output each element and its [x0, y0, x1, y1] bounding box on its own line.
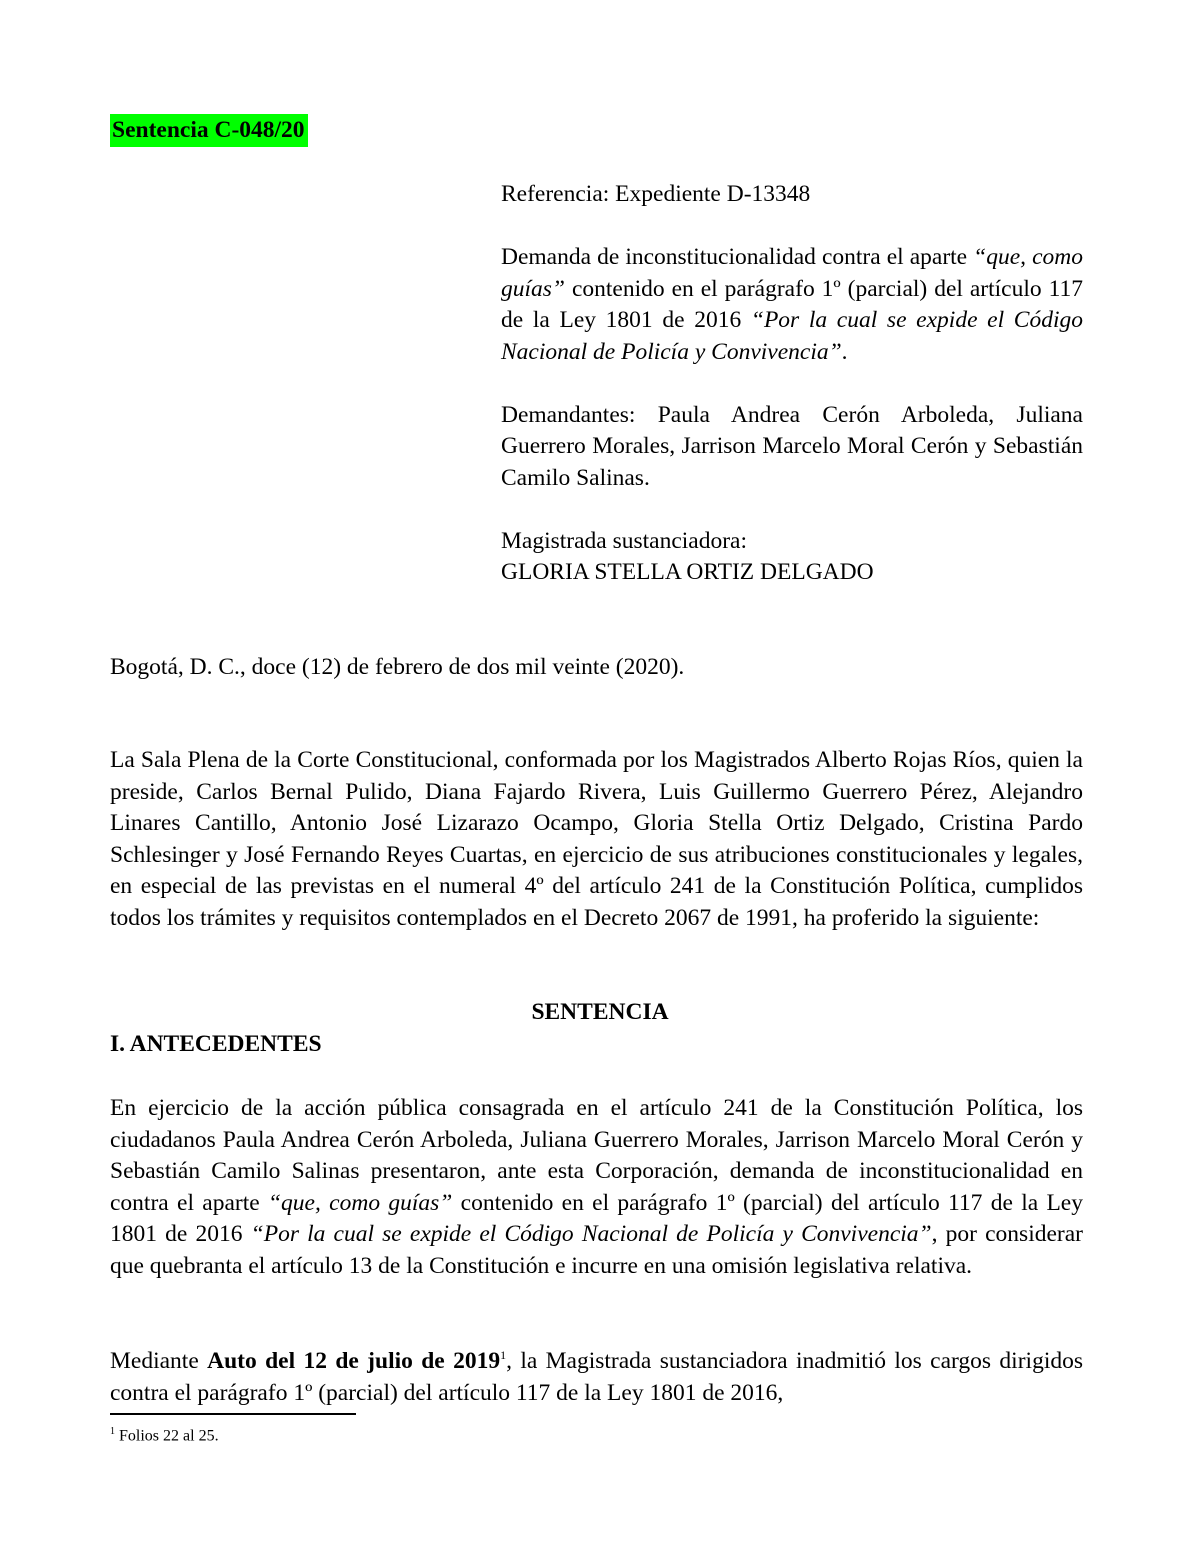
expediente-reference: Referencia: Expediente D-13348	[501, 181, 811, 207]
section-heading: I. ANTECEDENTES	[110, 1031, 322, 1057]
mediante-block	[110, 1346, 1083, 1409]
sentencia-title: Sentencia C-048/20	[110, 114, 308, 147]
demanda-text-mid: contenido en el parágrafo 1º (parcial) del artículo 117 de la Ley 1801 de 2016	[501, 275, 1083, 333]
antecedentes-text-end: , por considerar que quebranta el artículo 13 de la Constitución e incurre en una omisión legislativa relativa.	[110, 1221, 1083, 1279]
sentencia-heading: SENTENCIA	[531, 999, 669, 1025]
antecedentes-text-mid: contenido en el parágrafo 1º (parcial) del artículo 117 de la Ley 1801 de 2016	[110, 1189, 1083, 1247]
antecedentes-quote: “que, como guías”	[267, 1189, 453, 1216]
intro-block	[110, 745, 1083, 934]
antecedentes-paragraph	[110, 1093, 1083, 1282]
demanda-law-title: “Por la cual se expide el Código Nacional de Policía y Convivencia”	[501, 307, 1083, 365]
mediante-auto: Auto del 12 de julio de 2019	[207, 1348, 501, 1374]
footnote-text: Folios 22 al 25.	[115, 1427, 219, 1445]
demanda-quote: “que, como guías”	[501, 244, 1083, 302]
demandantes: Demandantes: Paula Andrea Cerón Arboleda, Juliana Guerrero Morales, Jarrison Marcelo Moral Cerón y Sebastián Camilo Salinas.	[501, 401, 1083, 491]
mediante-paragraph	[110, 1346, 1083, 1409]
magistrada-label: Magistrada sustanciadora:	[501, 527, 748, 554]
demanda-text-end: .	[841, 338, 848, 365]
footnote-ref[interactable]: 1	[500, 1348, 507, 1363]
antecedentes-text: En ejercicio de la acción pública consagrada en el artículo 241 de la Constitución Política, los ciudadanos Paula Andrea Cerón Arboleda, Juliana Guerrero Morales, Jarrison Marcelo Moral Cerón y Sebastián Camilo Salinas presentaron, ante esta Corporación, demanda de inconstitucionalidad en contra el aparte	[110, 1095, 1083, 1216]
mediante-text: Mediante	[110, 1348, 208, 1374]
antecedentes-block	[110, 1093, 1083, 1282]
date-line: Bogotá, D. C., doce (12) de febrero de dos mil veinte (2020).	[110, 654, 685, 680]
footnote	[110, 1421, 219, 1447]
intro-paragraph: La Sala Plena de la Corte Constitucional, conformada por los Magistrados Alberto Rojas Ríos, quien la preside, Carlos Bernal Pulido, Diana Fajardo Rivera, Luis Guillermo Guerrero Pérez, Alejandro Linares Cantillo, Antonio José Lizarazo Ocampo, Gloria Stella Ortiz Delgado, Cristina Pardo Schlesinger y José Fernando Reyes Cuartas, en ejercicio de sus atribuciones constitucionales y legales, en especial de las previstas en el numeral 4º del artículo 241 de la Constitución Política, cumplidos todos los trámites y requisitos contemplados en el Decreto 2067 de 1991, ha proferido la siguiente:	[110, 747, 1083, 931]
magistrada-name: GLORIA STELLA ORTIZ DELGADO	[501, 559, 874, 585]
footnote-divider	[110, 1413, 356, 1415]
antecedentes-law-title: “Por la cual se expide el Código Nacional de Policía y Convivencia”	[250, 1221, 932, 1247]
demanda-text: Demanda de inconstitucionalidad contra el aparte	[501, 244, 974, 270]
mediante-text-post: , la Magistrada sustanciadora inadmitió los cargos dirigidos contra el parágrafo 1º (parcial) del artículo 117 de la Ley 1801 de 2016,	[110, 1348, 1083, 1406]
reference-block	[501, 179, 1083, 589]
demanda-description	[501, 242, 1083, 368]
sentencia-heading-row	[0, 997, 1200, 1029]
footnote-number: 1	[110, 1426, 115, 1437]
